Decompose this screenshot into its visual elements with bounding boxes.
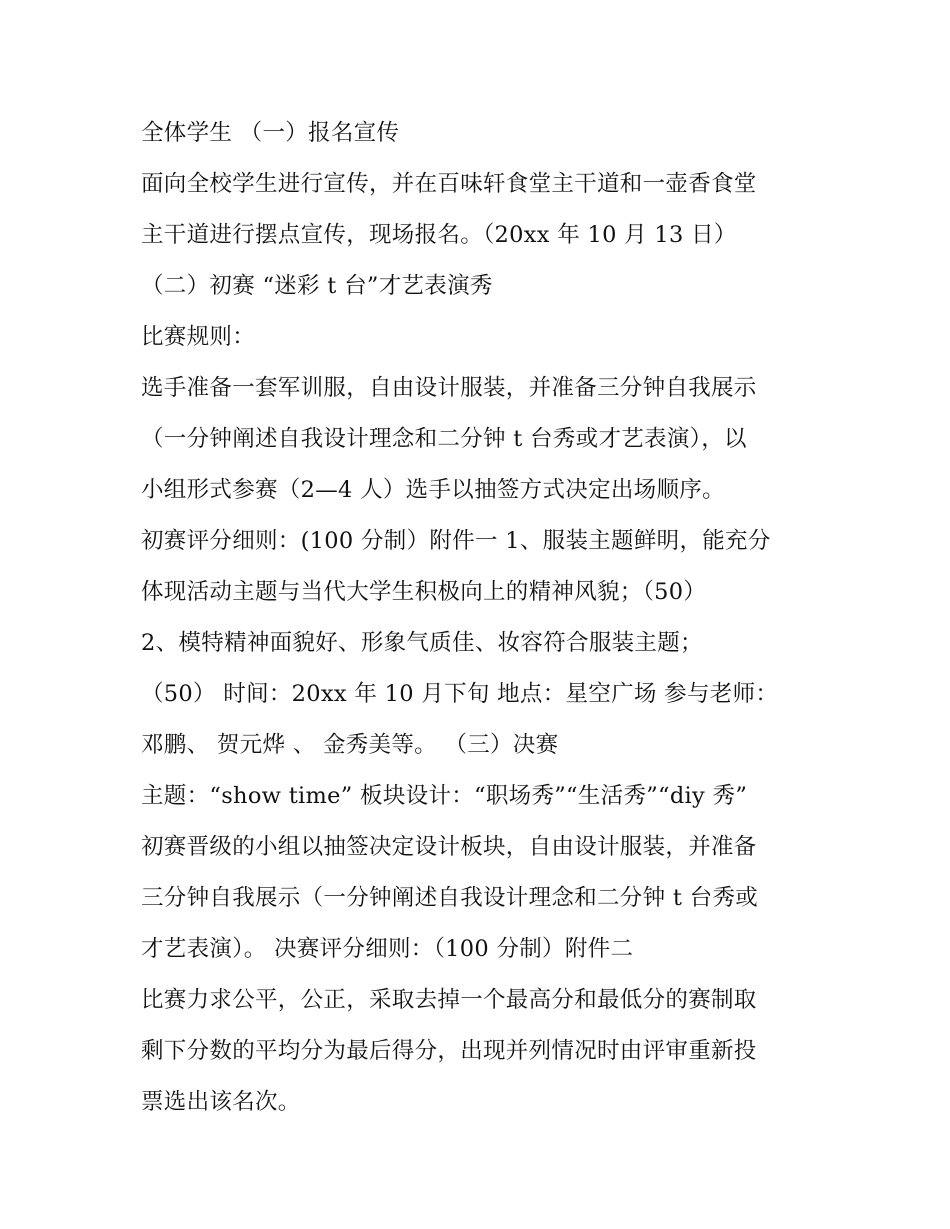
text-line: 选手准备一套军训服，自由设计服装，并准备三分钟自我展示 — [141, 375, 757, 401]
text-line: 2、模特精神面貌好、形象气质佳、妆容符合服装主题； — [141, 630, 703, 656]
text-line: 初赛晋级的小组以抽签决定设计板块，自由设计服装，并准备 — [141, 834, 757, 860]
text-line: 初赛评分细则：(100 分制）附件一 1、服装主题鲜明，能充分 — [141, 528, 771, 554]
text-line: 比赛力求公平，公正，采取去掉一个最高分和最低分的赛制取 — [141, 987, 757, 1013]
text-line: 主干道进行摆点宣传，现场报名。（20xx 年 10 月 13 日） — [141, 222, 737, 248]
text-line: 剩下分数的平均分为最后得分，出现并列情况时由评审重新投 — [141, 1038, 757, 1064]
text-line: （二）初赛 “迷彩 t 台”才艺表演秀 — [141, 273, 493, 299]
document-body — [141, 108, 821, 1128]
text-line: 小组形式参赛（2—4 人）选手以抽签方式决定出场顺序。 — [141, 477, 725, 503]
text-line: （50） 时间：20xx 年 10 月下旬 地点：星空广场 参与老师： — [141, 681, 779, 707]
text-line: 三分钟自我展示（一分钟阐述自我设计理念和二分钟 t 台秀或 — [141, 885, 759, 911]
text-line: 面向全校学生进行宣传，并在百味轩食堂主干道和一壶香食堂 — [141, 171, 757, 197]
text-line: （一分钟阐述自我设计理念和二分钟 t 台秀或才艺表演），以 — [141, 426, 747, 452]
text-line: 体现活动主题与当代大学生积极向上的精神风貌；（50） — [141, 579, 707, 605]
text-line: 才艺表演）。 决赛评分细则：（100 分制）附件二 — [141, 936, 634, 962]
text-line: 比赛规则： — [141, 324, 256, 350]
text-line: 全体学生 （一）报名宣传 — [141, 120, 400, 146]
text-line: 票选出该名次。 — [141, 1089, 301, 1115]
text-line: 主题：“show time” 板块设计：“职场秀”“生活秀”“diy 秀” — [141, 783, 748, 809]
text-line: 邓鹏、 贺元烨 、 金秀美等。 （三）决赛 — [141, 732, 559, 758]
